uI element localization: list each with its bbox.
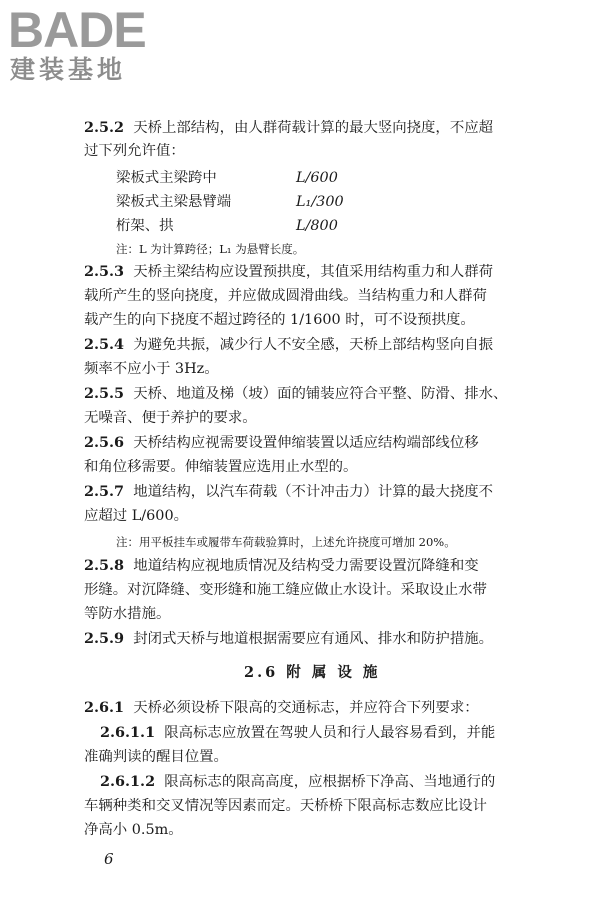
logo-wordmark: BADE [8,2,146,58]
logo [6,4,196,90]
clause-text-line: 载所产生的竖向挠度，并应做成圆滑曲线。当结构重力和人群荷 [84,288,487,304]
clause-text: 为避免共振，减少行人不安全感，天桥上部结构竖向自振 [133,337,493,353]
page-number: 6 [104,850,114,868]
clause-2-5-7 [84,482,493,502]
clause-number: 2.5.2 [84,119,125,136]
clause-number: 2.5.9 [84,630,125,647]
limit-row [116,192,344,212]
clause-text: 天桥上部结构，由人群荷载计算的最大竖向挠度，不应超 [133,120,493,136]
clause-2-5-3 [84,262,493,282]
clause-text: 天桥结构应视需要设置伸缩装置以适应结构端部线位移 [133,435,479,451]
clause-text-line: 频率不应小于 3Hz。 [84,361,219,377]
clause-text: 天桥主梁结构应设置预拱度，其值采用结构重力和人群荷 [133,264,493,280]
clause-text-line: 应超过 L/600。 [84,508,189,524]
clause-text-line: 车辆种类和交叉情况等因素而定。天桥桥下限高标志数应比设计 [84,798,487,814]
clause-text: 封闭式天桥与地道根据需要应有通风、排水和防护措施。 [133,631,493,647]
clause-text-line: 和角位移需要。伸缩装置应选用止水型的。 [84,459,358,475]
clause-number: 2.6.1.1 [100,724,156,741]
clause-2-5-9 [84,629,493,649]
limit-value: L₁/300 [296,194,344,210]
clause-text: 天桥必须设桥下限高的交通标志，并应符合下列要求： [133,700,479,716]
clause-text: 地道结构应视地质情况及结构受力需要设置沉降缝和变 [133,558,479,574]
limit-label: 梁板式主梁悬臂端 [116,194,232,210]
clause-2-5-4 [84,335,493,355]
clause-text-line: 净高小 0.5m。 [84,822,183,838]
clause-2-5-5 [84,384,507,404]
limit-label: 梁板式主梁跨中 [116,170,217,186]
clause-text: 地道结构，以汽车荷载（不计冲击力）计算的最大挠度不 [133,484,493,500]
clause-text-line: 形缝。对沉降缝、变形缝和施工缝应做止水设计。采取设止水带 [84,582,487,598]
clause-2-6-1-2 [100,772,495,792]
clause-number: 2.6.1.2 [100,773,156,790]
clause-text-line: 准确判读的醒目位置。 [84,749,228,765]
clause-text: 限高标志应放置在驾驶人员和行人最容易看到，并能 [164,725,496,741]
clause-text-line: 无噪音、便于养护的要求。 [84,410,257,426]
logo-subtitle: 建装基地 [10,55,127,84]
limit-value: L/600 [296,170,338,186]
clause-2-6-1 [84,698,479,718]
clause-2-5-2 [84,118,493,138]
clause-text: 天桥、地道及梯（坡）面的铺装应符合平整、防滑、排水、 [133,386,508,402]
clause-number: 2.5.7 [84,483,125,500]
clause-text: 限高标志的限高高度，应根据桥下净高、当地通行的 [164,774,496,790]
note: 注：用平板挂车或履带车荷载验算时，上述允许挠度可增加 20%。 [116,535,456,549]
clause-text-line: 过下列允许值： [84,143,185,159]
limit-value: L/800 [296,218,338,234]
clause-number: 2.5.5 [84,385,125,402]
clause-number: 2.5.4 [84,336,125,353]
clause-text-line: 载产生的向下挠度不超过跨径的 1/1600 时，可不设预拱度。 [84,312,475,328]
note: 注：L 为计算跨径；L₁ 为悬臂长度。 [116,242,305,256]
clause-number: 2.5.3 [84,263,125,280]
clause-2-5-6 [84,433,479,453]
clause-text-line: 等防水措施。 [84,606,171,622]
clause-2-6-1-1 [100,723,495,743]
limit-label: 桁架、拱 [116,218,174,234]
clause-number: 2.5.6 [84,434,125,451]
section-title: 2.6 附 属 设 施 [244,664,381,681]
limit-row [116,216,338,236]
limit-row [116,168,338,188]
clause-2-5-8 [84,556,479,576]
clause-number: 2.5.8 [84,557,125,574]
clause-number: 2.6.1 [84,699,125,716]
